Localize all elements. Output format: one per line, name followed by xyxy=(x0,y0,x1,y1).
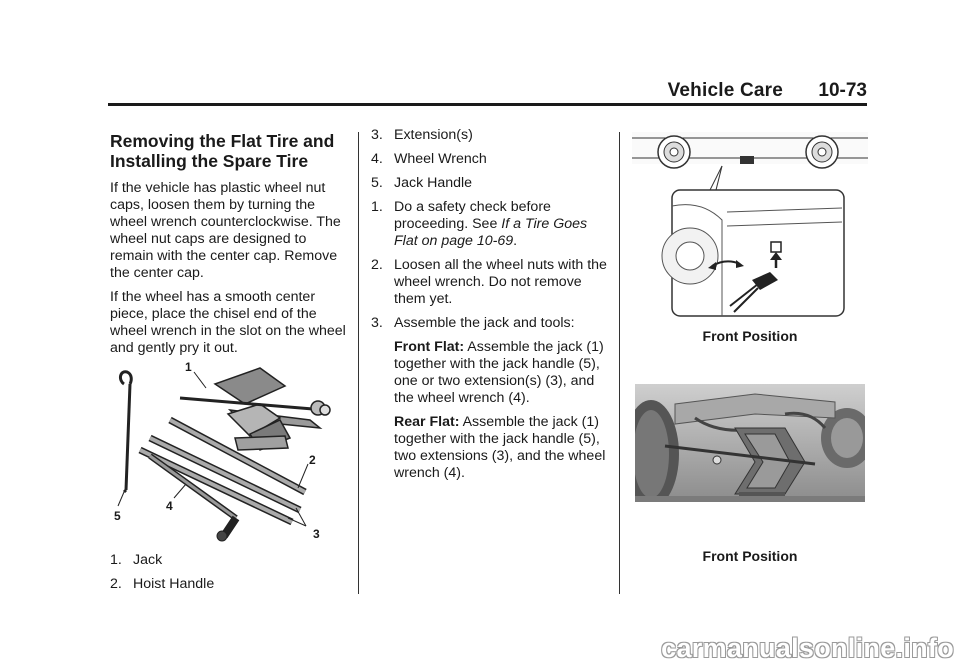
jack-tools-illustration xyxy=(110,358,350,544)
rear-flat-paragraph xyxy=(371,414,611,482)
step-text-end: . xyxy=(513,233,518,249)
front-flat-text: Assemble the jack (1) together with the jack handle (5), one or two extension(s) (3), and the wheel wrench (4). xyxy=(394,339,604,406)
list-number: 5. xyxy=(371,175,383,191)
header-rule xyxy=(108,103,867,106)
section-title: Vehicle Care xyxy=(667,80,783,101)
middle-column xyxy=(371,127,611,489)
callout-2: 2 xyxy=(309,453,316,467)
left-column xyxy=(110,131,348,364)
paragraph-nut-caps: If the vehicle has plastic wheel nut caps, loosen them by turning the wheel wrench counterclockwise. The wheel nut caps are designed to remain with the center cap. Remove the center cap. xyxy=(110,180,341,281)
list-text: Hoist Handle xyxy=(133,576,215,592)
callout-5: 5 xyxy=(114,509,121,523)
list-item xyxy=(371,151,611,168)
cross-reference-link[interactable]: If a Tire Goes Flat on page 10-69 xyxy=(394,216,588,249)
step-text: Do a safety check before proceeding. See xyxy=(394,199,551,232)
rear-flat-text: Assemble the jack (1) together with the jack handle (5), two extensions (3), and the wheel wrench (4). xyxy=(394,414,606,481)
step-1 xyxy=(371,199,611,250)
column-divider-1 xyxy=(358,132,359,594)
step-number: 1. xyxy=(371,199,383,215)
rear-flat-label: Rear Flat: xyxy=(394,414,460,430)
front-flat-paragraph xyxy=(371,339,611,407)
list-number: 1. xyxy=(110,552,122,568)
paragraph-center-piece: If the wheel has a smooth center piece, place the chisel end of the wheel wrench in the slot on the wheel and gently pry it out. xyxy=(110,289,346,356)
step-text: Assemble the jack and tools: xyxy=(394,315,575,331)
page-number: 10-73 xyxy=(818,80,867,101)
figure-caption-1: Front Position xyxy=(702,328,798,344)
list-text: Jack Handle xyxy=(394,175,473,191)
step-text: Loosen all the wheel nuts with the wheel wrench. Do not remove them yet. xyxy=(394,257,607,307)
step-3 xyxy=(371,315,611,332)
front-flat-label: Front Flat: xyxy=(394,339,465,355)
column-divider-2 xyxy=(619,132,620,594)
callout-1: 1 xyxy=(185,360,192,374)
list-number: 3. xyxy=(371,127,383,143)
list-item xyxy=(110,552,348,569)
callout-4: 4 xyxy=(166,499,173,513)
list-text: Jack xyxy=(133,552,163,568)
list-text: Extension(s) xyxy=(394,127,473,143)
list-number: 4. xyxy=(371,151,383,167)
jack-front-position-photo xyxy=(635,384,865,502)
step-number: 2. xyxy=(371,257,383,273)
list-item xyxy=(371,175,611,192)
watermark-logo: carmanualsonline.info xyxy=(661,633,954,663)
list-item xyxy=(110,576,348,593)
figure-caption-2: Front Position xyxy=(702,548,798,564)
list-text: Wheel Wrench xyxy=(394,151,487,167)
callout-3: 3 xyxy=(313,527,320,541)
section-heading: Removing the Flat Tire and Installing the Spare Tire xyxy=(110,131,335,171)
jack-front-position-diagram xyxy=(632,130,868,318)
step-number: 3. xyxy=(371,315,383,331)
left-parts-list xyxy=(110,552,348,600)
list-number: 2. xyxy=(110,576,122,592)
step-2 xyxy=(371,257,611,308)
list-item xyxy=(371,127,611,144)
